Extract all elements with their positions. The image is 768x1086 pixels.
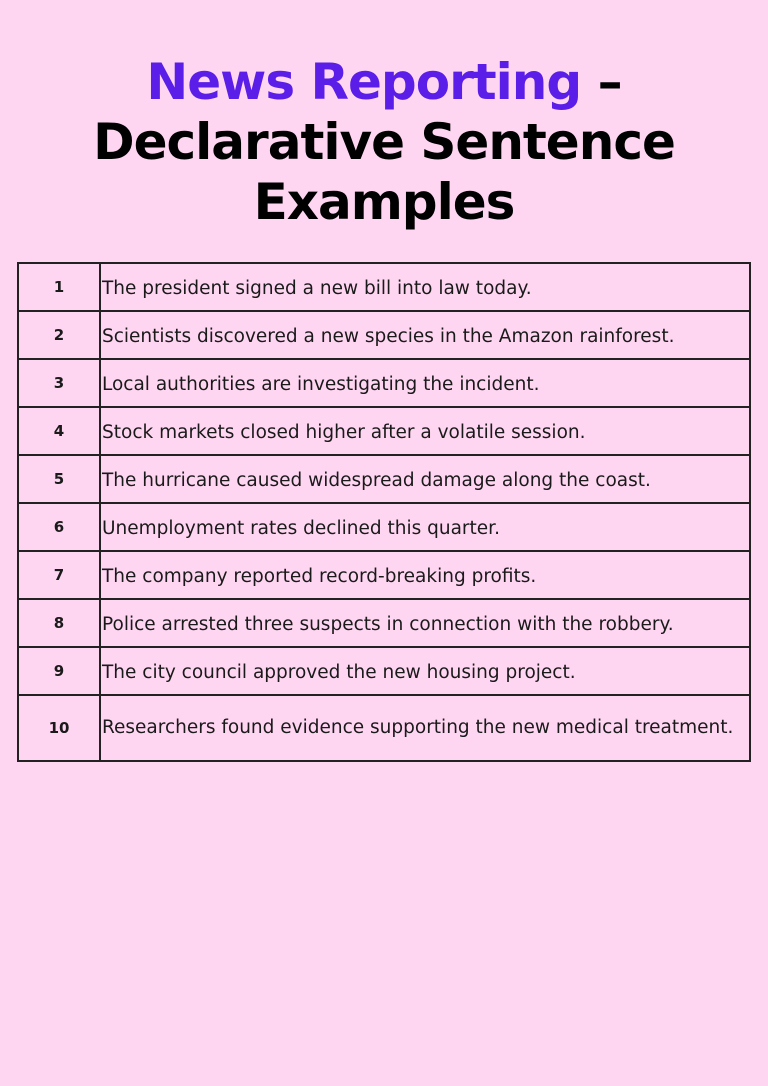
table-row: [18, 455, 750, 503]
table-row: [18, 695, 750, 761]
page-title: [0, 52, 768, 232]
row-sentence: Local authorities are investigating the incident.: [100, 359, 750, 407]
table-row: [18, 647, 750, 695]
row-number: 10: [18, 695, 100, 761]
row-number: 7: [18, 551, 100, 599]
title-line-1: [0, 52, 768, 112]
row-sentence: The hurricane caused widespread damage along the coast.: [100, 455, 750, 503]
row-number: 6: [18, 503, 100, 551]
title-line-2: Declarative Sentence: [93, 113, 675, 171]
row-number: 8: [18, 599, 100, 647]
row-number: 2: [18, 311, 100, 359]
row-number: 9: [18, 647, 100, 695]
table-row: [18, 263, 750, 311]
table-row: [18, 599, 750, 647]
table-row: [18, 503, 750, 551]
title-dash: –: [581, 53, 622, 111]
table-row: [18, 311, 750, 359]
row-sentence: Stock markets closed higher after a volatile session.: [100, 407, 750, 455]
table-row: [18, 359, 750, 407]
row-sentence: Police arrested three suspects in connection with the robbery.: [100, 599, 750, 647]
table-row: [18, 551, 750, 599]
examples-table: [17, 262, 751, 762]
row-sentence: Researchers found evidence supporting the new medical treatment.: [100, 695, 750, 761]
row-sentence: Scientists discovered a new species in the Amazon rainforest.: [100, 311, 750, 359]
row-sentence: The company reported record-breaking profits.: [100, 551, 750, 599]
title-line-3: Examples: [253, 173, 515, 231]
row-number: 3: [18, 359, 100, 407]
row-sentence: The city council approved the new housing project.: [100, 647, 750, 695]
row-number: 5: [18, 455, 100, 503]
row-number: 1: [18, 263, 100, 311]
table-row: [18, 407, 750, 455]
title-accent: News Reporting: [146, 53, 582, 111]
row-sentence: Unemployment rates declined this quarter.: [100, 503, 750, 551]
row-number: 4: [18, 407, 100, 455]
row-sentence: The president signed a new bill into law today.: [100, 263, 750, 311]
